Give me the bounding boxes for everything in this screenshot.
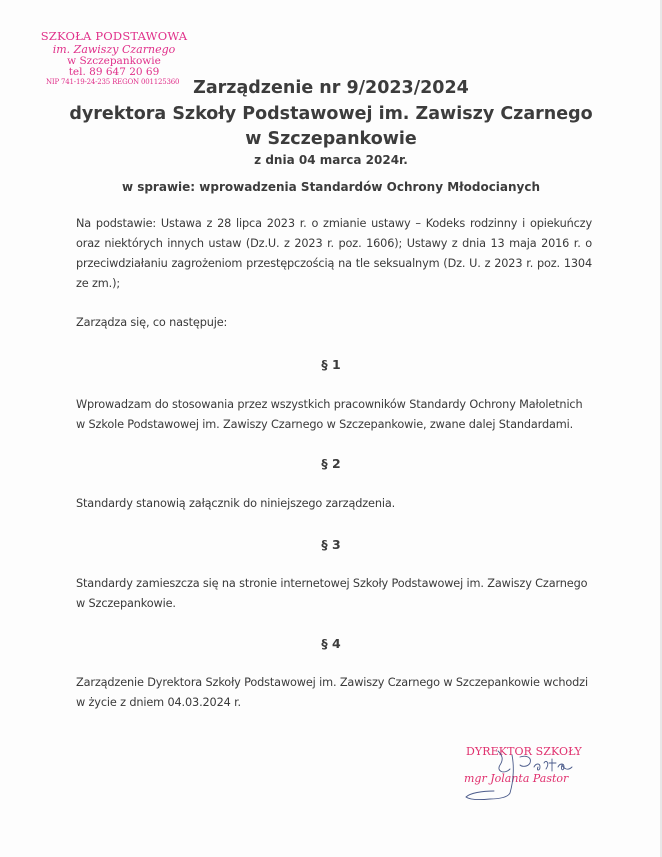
section-mark-4: § 4 bbox=[321, 636, 341, 651]
document-title: Zarządzenie nr 9/2023/2024 bbox=[193, 78, 469, 98]
legal-basis: Na podstawie: Ustawa z 28 lipca 2023 r. o zmianie ustawy – Kodeks rodzinny i opiekuńczy oraz niektórych innych ustaw (Dz.U. z 2023 r. poz. 1606); Ustawy z dnia 13 maja 2016 r. o przeciwdziałaniu zagrożeniom przestępczością na tle seksualnym (Dz. U. z 2023 r. poz. 1304 ze zm.); bbox=[76, 217, 592, 290]
stamp-line-phone: tel. 89 647 20 69 bbox=[68, 66, 160, 78]
signature-role: DYREKTOR SZKOŁY bbox=[466, 745, 582, 758]
stamp-line-nip-regon: NIP 741-19-24-235 REGON 001125360 bbox=[46, 77, 180, 86]
stamp-line-school: SZKOŁA PODSTAWOWA bbox=[40, 29, 188, 43]
section-text-1: Wprowadzam do stosowania przez wszystkich pracowników Standardy Ochrony Małoletnich w Szkole Podstawowej im. Zawiszy Czarnego w Szczepankowie, zwane dalej Standardami. bbox=[76, 398, 583, 431]
stamp-line-patron: im. Zawiszy Czarnego bbox=[52, 42, 176, 56]
document-subject: w sprawie: wprowadzenia Standardów Ochrony Młodocianych bbox=[121, 180, 541, 194]
section-mark-3: § 3 bbox=[321, 537, 341, 552]
orders-intro: Zarządza się, co następuje: bbox=[76, 316, 228, 329]
handwritten-signature-icon bbox=[460, 745, 595, 805]
issuer-location: w Szczepankowie bbox=[245, 129, 417, 149]
section-mark-1: § 1 bbox=[321, 357, 341, 372]
signature-name: mgr Jolanta Pastor bbox=[464, 772, 569, 785]
director-signature-block bbox=[460, 745, 595, 805]
stamp-line-town: w Szczepankowie bbox=[67, 54, 161, 67]
section-text-3: Standardy zamieszcza się na stronie internetowej Szkoły Podstawowej im. Zawiszy Czarnego w Szczepankowie. bbox=[76, 577, 588, 610]
document-date: z dnia 04 marca 2024r. bbox=[254, 153, 408, 167]
section-text-2: Standardy stanowią załącznik do niniejszego zarządzenia. bbox=[76, 497, 396, 510]
section-mark-2: § 2 bbox=[321, 456, 341, 471]
issuer-line: dyrektora Szkoły Podstawowej im. Zawiszy Czarnego bbox=[69, 104, 593, 124]
section-text-4: Zarządzenie Dyrektora Szkoły Podstawowej im. Zawiszy Czarnego w Szczepankowie wchodzi w życie z dniem 04.03.2024 r. bbox=[76, 676, 588, 709]
